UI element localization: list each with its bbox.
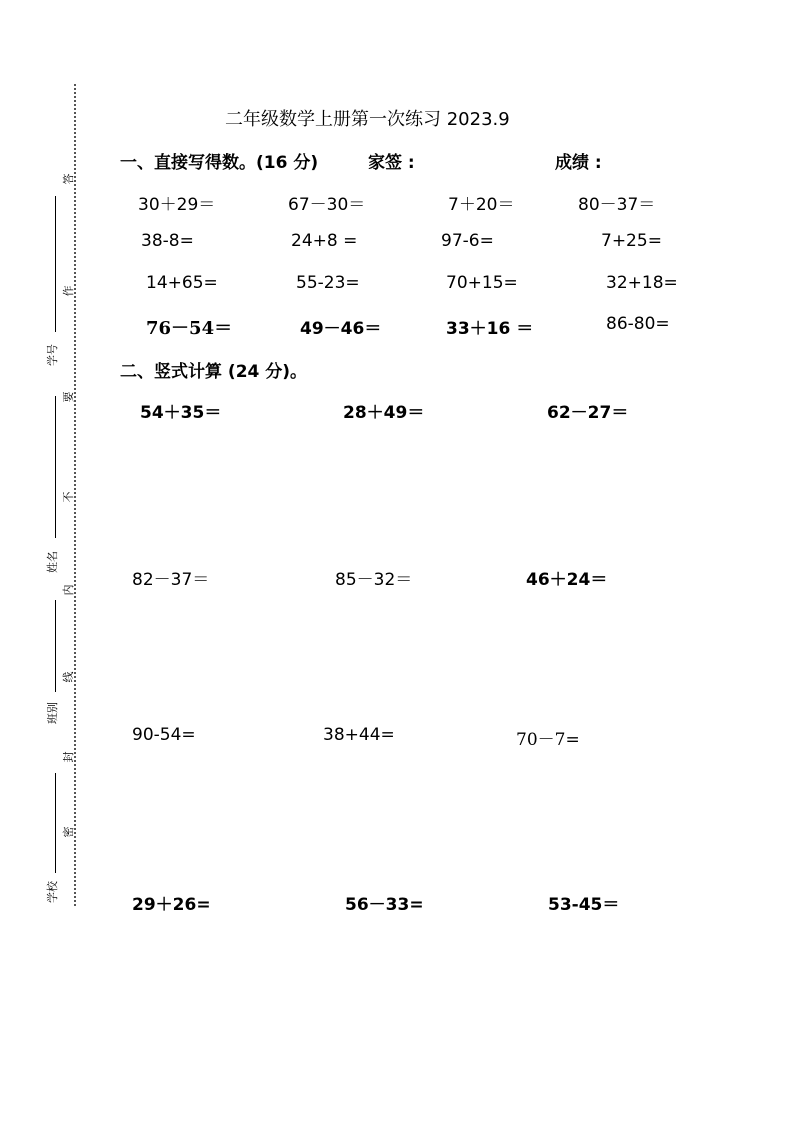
oral-problem: 7＋20＝	[448, 195, 515, 215]
seal-char: 要	[62, 391, 75, 403]
parent-signature-label: 家签 :	[368, 153, 415, 173]
section1-heading: 一、直接写得数。(16 分)	[120, 153, 319, 173]
oral-problem: 49－46＝	[300, 319, 382, 339]
oral-problem: 70+15=	[446, 273, 518, 293]
oral-problem: 38-8=	[141, 231, 194, 251]
class-label: 班别	[46, 702, 59, 724]
school-label: 学校	[46, 881, 59, 903]
name-line[interactable]	[55, 396, 56, 538]
oral-problem: 24+8 =	[291, 231, 358, 251]
seal-char: 线	[62, 671, 75, 683]
vertical-calc-problem: 53-45＝	[548, 895, 620, 915]
oral-problem: 14+65=	[146, 273, 218, 293]
vertical-calc-problem: 28＋49＝	[343, 403, 425, 423]
vertical-calc-problem: 82－37＝	[132, 570, 210, 590]
section2-heading: 二、竖式计算 (24 分)。	[120, 362, 308, 382]
student-number-line[interactable]	[55, 196, 56, 332]
seal-char: 不	[62, 491, 75, 503]
oral-problem: 7+25=	[601, 231, 662, 251]
class-line[interactable]	[55, 600, 56, 692]
vertical-calc-problem: 56－33=	[345, 895, 424, 915]
page-title: 二年级数学上册第一次练习 2023.9	[225, 109, 510, 130]
oral-problem: 32+18=	[606, 273, 678, 293]
vertical-calc-problem: 46＋24＝	[526, 570, 608, 590]
oral-problem: 80－37＝	[578, 195, 656, 215]
oral-problem: 67－30＝	[288, 195, 366, 215]
oral-problem: 33＋16 ＝	[446, 319, 534, 339]
school-line[interactable]	[55, 773, 56, 873]
score-label: 成绩 :	[555, 153, 602, 173]
oral-problem: 76－54＝	[146, 318, 233, 339]
seal-char: 答	[62, 173, 75, 185]
seal-char: 内	[62, 584, 75, 596]
oral-problem: 86-80=	[606, 314, 670, 334]
oral-problem: 55-23=	[296, 273, 360, 293]
vertical-calc-problem: 70－7=	[516, 730, 580, 750]
oral-problem: 97-6=	[441, 231, 494, 251]
student-number-label: 学号	[46, 344, 59, 366]
name-label: 姓名	[46, 551, 59, 573]
seal-char: 封	[62, 751, 75, 763]
vertical-calc-problem: 54＋35＝	[140, 403, 222, 423]
vertical-calc-problem: 38+44=	[323, 725, 395, 745]
vertical-calc-problem: 85－32＝	[335, 570, 413, 590]
seal-char: 密	[62, 826, 75, 838]
vertical-calc-problem: 90-54=	[132, 725, 196, 745]
vertical-calc-problem: 29＋26=	[132, 895, 211, 915]
oral-problem: 30＋29＝	[138, 195, 216, 215]
seal-char: 作	[62, 285, 75, 297]
vertical-calc-problem: 62－27＝	[547, 403, 629, 423]
